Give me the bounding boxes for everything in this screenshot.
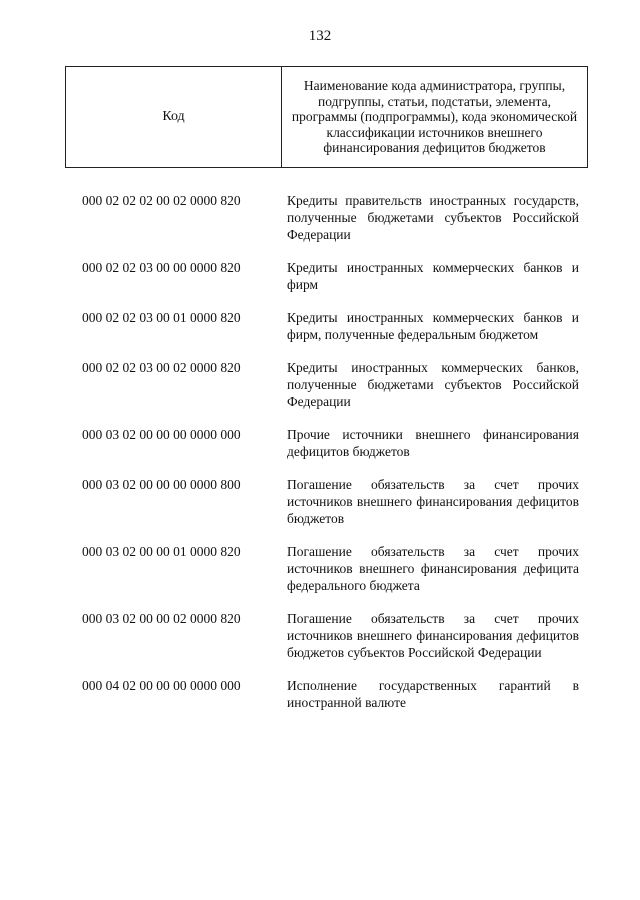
table-row bbox=[0, 610, 640, 661]
row-description: Кредиты правительств иностранных государств, полученные бюджетами субъектов Российской Федерации bbox=[287, 193, 579, 242]
row-description: Погашение обязательств за счет прочих источников внешнего финансирования дефицитов бюджетов субъектов Российской Федерации bbox=[287, 611, 579, 660]
row-code: 000 03 02 00 00 01 0000 820 bbox=[82, 544, 241, 559]
row-description: Прочие источники внешнего финансирования дефицитов бюджетов bbox=[287, 427, 579, 459]
row-code: 000 03 02 00 00 02 0000 820 bbox=[82, 611, 241, 626]
header-code-column: Код bbox=[66, 67, 282, 167]
row-description: Исполнение государственных гарантий в иностранной валюте bbox=[287, 678, 579, 710]
row-code: 000 02 02 03 00 00 0000 820 bbox=[82, 260, 241, 275]
row-description: Погашение обязательств за счет прочих источников внешнего финансирования дефицитов бюджетов bbox=[287, 477, 579, 526]
row-description: Кредиты иностранных коммерческих банков и фирм, полученные федеральным бюджетом bbox=[287, 310, 579, 342]
row-code: 000 02 02 03 00 01 0000 820 bbox=[82, 310, 241, 325]
table-row bbox=[0, 309, 640, 343]
row-code: 000 03 02 00 00 00 0000 000 bbox=[82, 427, 241, 442]
page-number: 132 bbox=[308, 28, 332, 44]
table-header bbox=[65, 66, 588, 168]
table-row bbox=[0, 259, 640, 293]
table-row bbox=[0, 543, 640, 594]
row-code: 000 02 02 02 00 02 0000 820 bbox=[82, 193, 241, 208]
classification-list bbox=[0, 192, 640, 727]
table-row bbox=[0, 677, 640, 711]
row-code: 000 02 02 03 00 02 0000 820 bbox=[82, 360, 241, 375]
table-row bbox=[0, 476, 640, 527]
table-row bbox=[0, 426, 640, 460]
header-name-column: Наименование кода администратора, группы, подгруппы, статьи, подстатьи, элемента, программы (подпрограммы), кода экономической классификации источников внешнего финансирования дефицитов бюджетов bbox=[291, 78, 578, 156]
row-code: 000 04 02 00 00 00 0000 000 bbox=[82, 678, 241, 693]
row-code: 000 03 02 00 00 00 0000 800 bbox=[82, 477, 241, 492]
row-description: Погашение обязательств за счет прочих источников внешнего финансирования дефицита федерального бюджета bbox=[287, 544, 579, 593]
row-description: Кредиты иностранных коммерческих банков и фирм bbox=[287, 260, 579, 292]
table-row bbox=[0, 192, 640, 243]
row-description: Кредиты иностранных коммерческих банков, полученные бюджетами субъектов Российской Федерации bbox=[287, 360, 579, 409]
table-row bbox=[0, 359, 640, 410]
